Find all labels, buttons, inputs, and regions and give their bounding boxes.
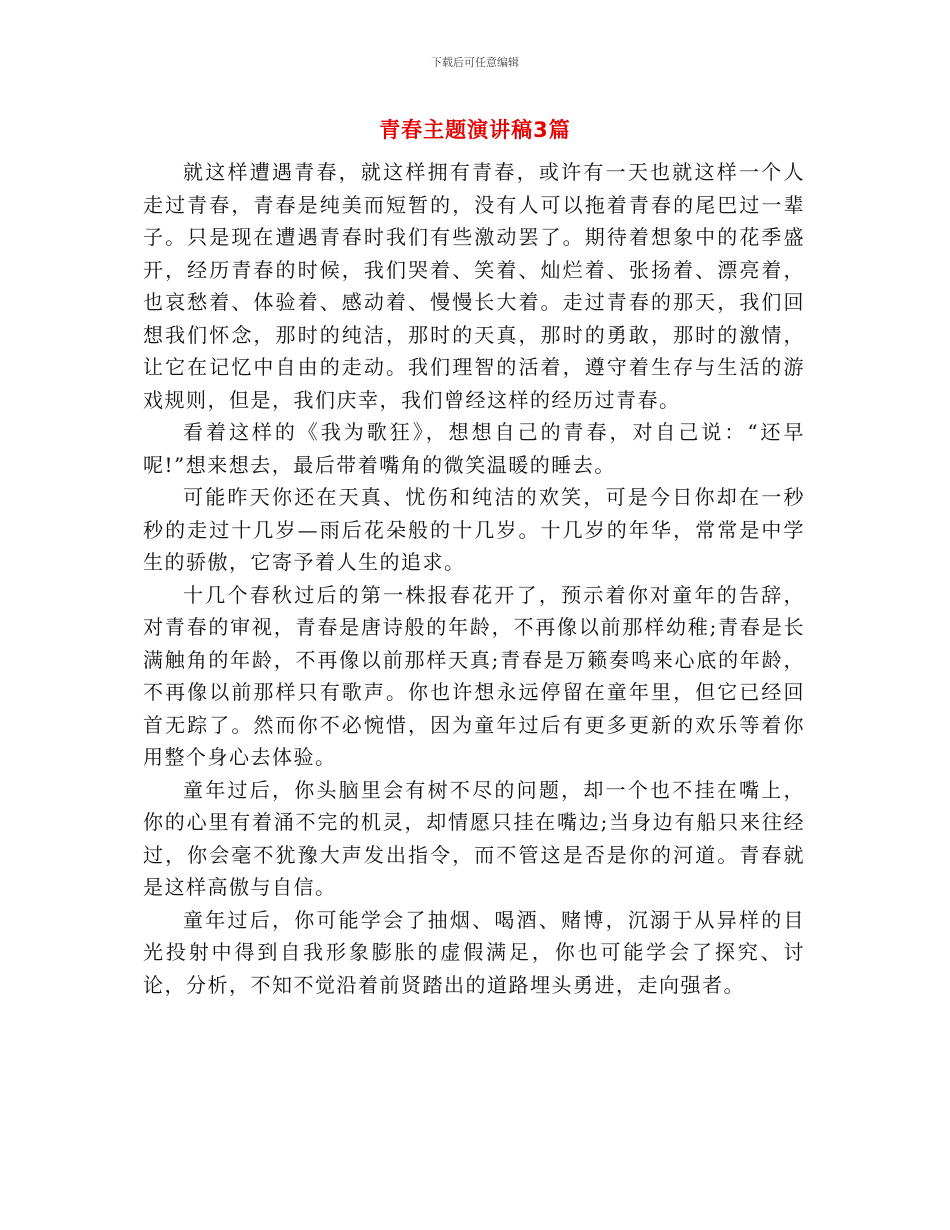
paragraph: 可能昨天你还在天真、忧伤和纯洁的欢笑，可是今日你却在一秒秒的走过十几岁—雨后花朵般的十几岁。十几岁的年华，常常是中学生的骄傲，它寄予着人生的追求。 (143, 485, 805, 574)
document-body (143, 156, 805, 1001)
document-title: 青春主题演讲稿3篇 (379, 118, 571, 142)
paragraph: 童年过后，你头脑里会有树不尽的问题，却一个也不挂在嘴上，你的心里有着涌不完的机灵，却情愿只挂在嘴边;当身边有船只来往经过，你会毫不犹豫大声发出指令，而不管这是否是你的河道。青春就是这样高傲与自信。 (143, 777, 805, 899)
paragraph: 看着这样的《我为歌狂》，想想自己的青春，对自己说：“还早呢!”想来想去，最后带着嘴角的微笑温暖的睡去。 (143, 420, 805, 477)
paragraph: 就这样遭遇青春，就这样拥有青春，或许有一天也就这样一个人走过青春，青春是纯美而短暂的，没有人可以拖着青春的尾巴过一辈子。只是现在遭遇青春时我们有些激动罢了。期待着想象中的花季盛开，经历青春的时候，我们哭着、笑着、灿烂着、张扬着、漂亮着，也哀愁着、体验着、感动着、慢慢长大着。走过青春的那天，我们回想我们怀念，那时的纯洁，那时的天真，那时的勇敢，那时的激情，让它在记忆中自由的走动。我们理智的活着，遵守着生存与生活的游戏规则，但是，我们庆幸，我们曾经这样的经历过青春。 (143, 160, 805, 412)
paragraph: 十几个春秋过后的第一株报春花开了，预示着你对童年的告辞，对青春的审视，青春是唐诗般的年龄，不再像以前那样幼稚;青春是长满触角的年龄，不再像以前那样天真;青春是万籁奏鸣来心底的年龄，不再像以前那样只有歌声。你也许想永远停留在童年里，但它已经回首无踪了。然而你不必惋惜，因为童年过后有更多更新的欢乐等着你用整个身心去体验。 (143, 582, 805, 769)
paragraph: 童年过后，你可能学会了抽烟、喝酒、赌博，沉溺于从异样的目光投射中得到自我形象膨胀的虚假满足，你也可能学会了探究、讨论，分析，不知不觉沿着前贤踏出的道路埋头勇进，走向强者。 (143, 907, 805, 997)
header-note: 下载后可任意编辑 (431, 56, 519, 69)
